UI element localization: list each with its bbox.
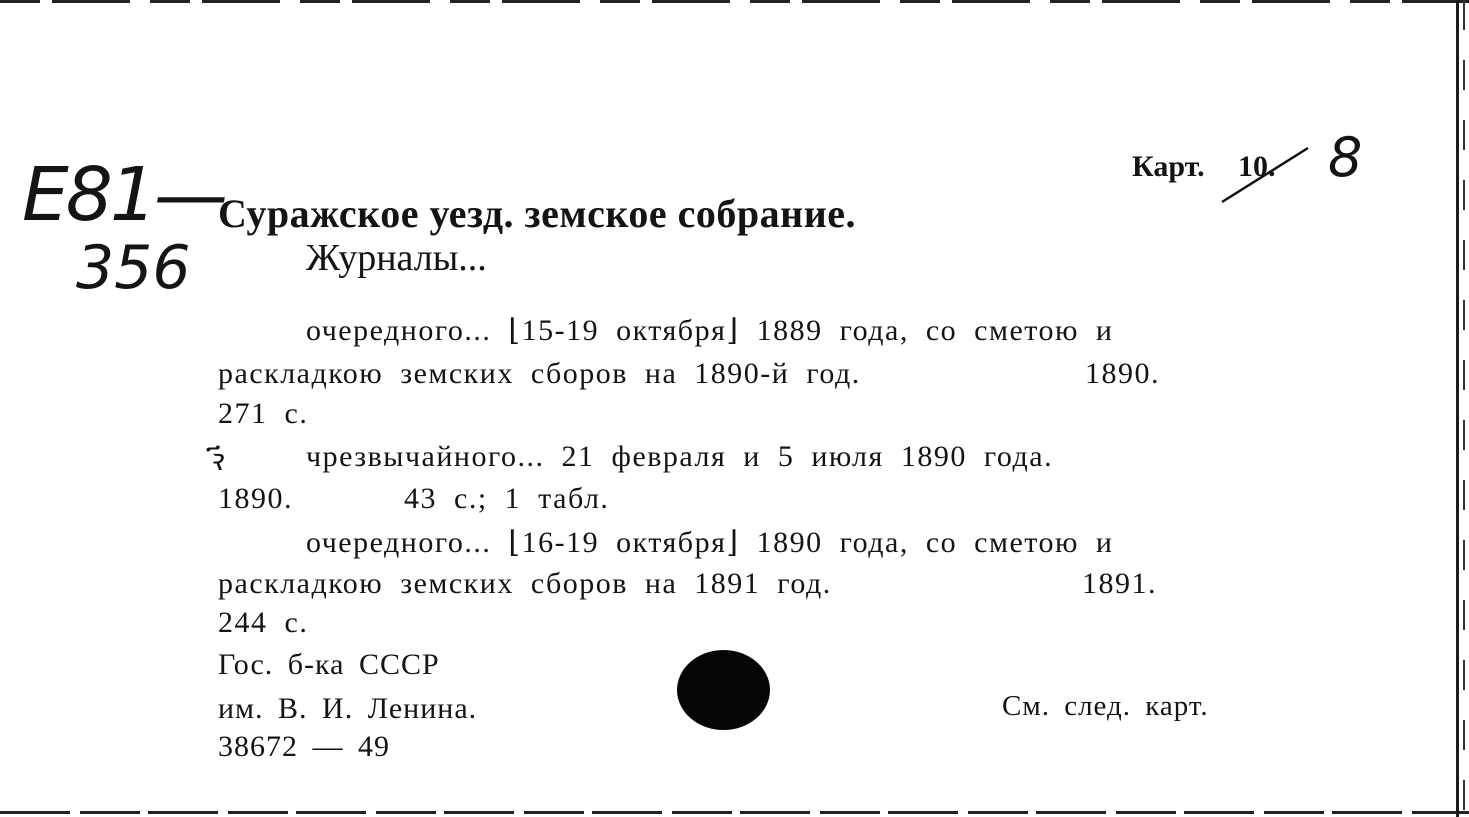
entry-line-6: очередного... ⌊16-19 октября⌋ 1890 года, со сметою и	[306, 526, 1114, 559]
library-line-2: им. В. И. Ленина.	[218, 692, 478, 725]
entry-line-7-year: 1891.	[1082, 567, 1157, 600]
see-next-card: См. след. карт.	[1002, 690, 1209, 722]
card-number-new: 8	[1328, 126, 1363, 189]
punch-hole	[677, 650, 770, 730]
card-right-edge-dashed	[1463, 0, 1465, 817]
entry-line-2: раскладкою земских сборов на 1890-й год.	[218, 357, 861, 390]
entry-line-5-year: 1890.	[218, 482, 293, 515]
strike-through-mark	[1220, 140, 1320, 210]
card-top-edge	[0, 0, 1469, 3]
library-line-3: 38672 — 49	[218, 730, 390, 763]
card-heading: Суражское уезд. земское собрание.	[218, 191, 857, 236]
entry-line-4: чрезвычайного... 21 февраля и 5 июля 1890 года.	[306, 440, 1054, 473]
card-bottom-edge	[0, 811, 1469, 814]
entry-line-3: 271 с.	[218, 397, 309, 430]
call-number-line2: 356	[76, 233, 191, 303]
card-number-old: 10.	[1238, 150, 1276, 183]
call-number-line1: E81—	[22, 152, 225, 238]
library-line-1: Гос. б-ка СССР	[218, 648, 440, 681]
entry-line-1: очередного... ⌊15-19 октября⌋ 1889 года, со сметою и	[306, 314, 1114, 347]
card-number-label: Карт.	[1132, 150, 1205, 183]
entry-line-8: 244 с.	[218, 606, 309, 639]
handwritten-mark: ꝛ҃	[208, 443, 223, 478]
entry-line-5: 43 с.; 1 табл.	[404, 482, 610, 515]
entry-line-2-year: 1890.	[1085, 357, 1160, 390]
entry-line-7: раскладкою земских сборов на 1891 год.	[218, 567, 832, 600]
card-subheading: Журналы...	[306, 237, 487, 279]
card-right-edge	[1456, 0, 1459, 817]
